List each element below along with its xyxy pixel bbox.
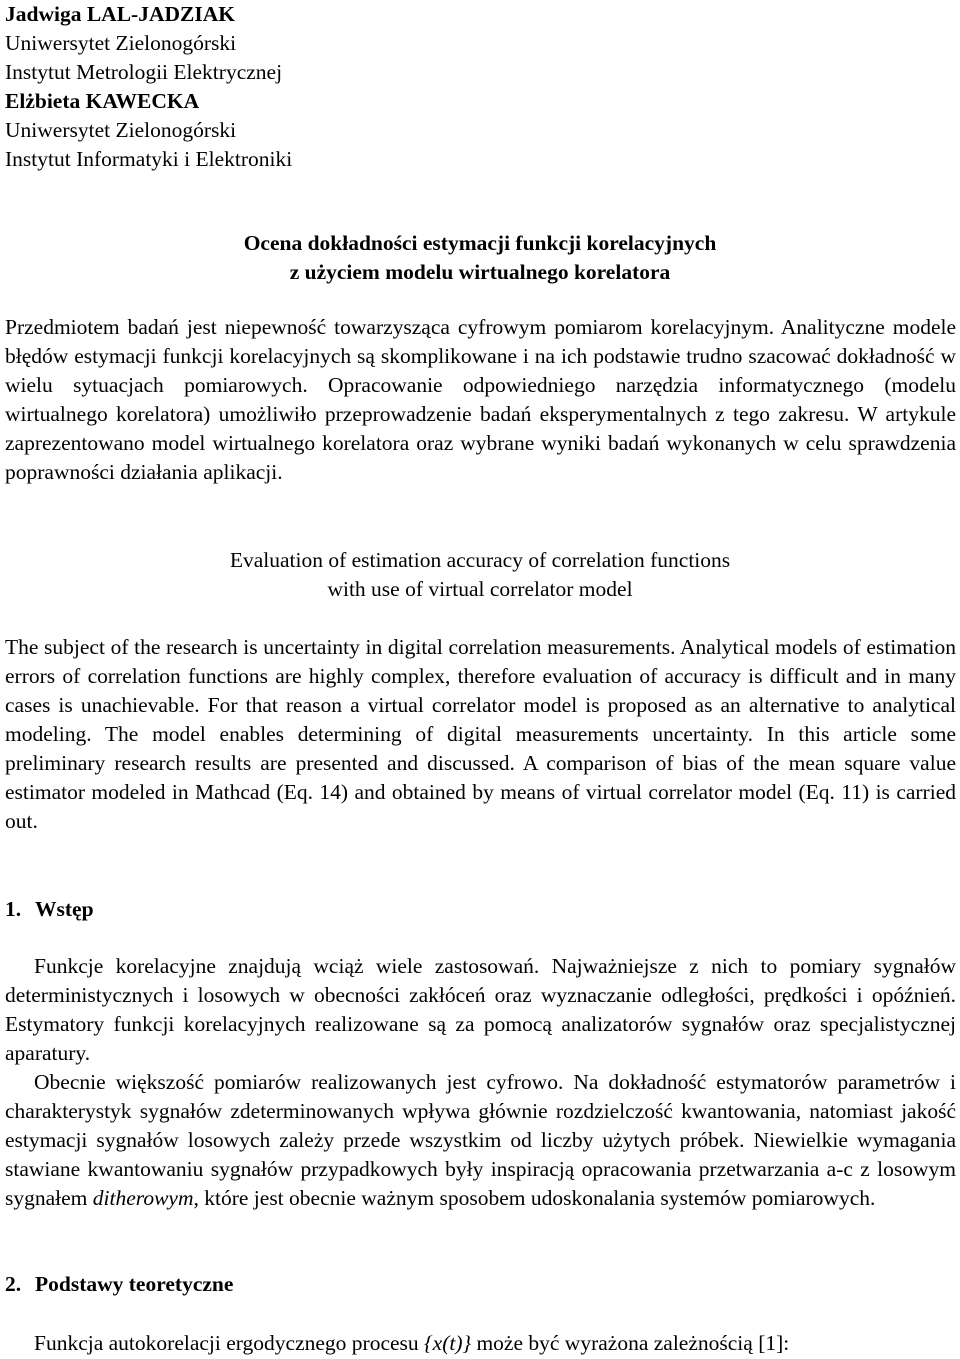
- section-title: Wstęp: [35, 897, 94, 921]
- title-line: z użyciem modelu wirtualnego korelatora: [289, 260, 671, 284]
- paragraph-text: Obecnie większość pomiarów realizowanych jest cyfrowo. Na dokładność estymatorów parametrów i charakterystyk sygnałów zdeterminowanych wpływa głównie rozdzielczość kwantowania, natomiast jakość estymacji sygnałów losowych zależy przede wszystkim od liczby użytych próbek. Niewielkie wymagania stawiane kwantowaniu sygnałów przypadkowych były inspiracją opracowania przetwarzania a-c z losowym sygnałem: [5, 1070, 956, 1210]
- paper-title-english: [0, 546, 960, 604]
- section-heading-1: [5, 895, 94, 924]
- title-line: with use of virtual correlator model: [327, 577, 633, 601]
- section-title: Podstawy teoretyczne: [35, 1272, 234, 1296]
- author-affiliation: Instytut Metrologii Elektrycznej: [5, 60, 283, 84]
- section-heading-2: [5, 1270, 233, 1299]
- section-2-body: [5, 1329, 956, 1358]
- author-affiliation: Uniwersytet Zielonogórski: [5, 118, 237, 142]
- title-line: Ocena dokładności estymacji funkcji korelacyjnych: [243, 231, 717, 255]
- italic-term: ditherowym: [92, 1186, 194, 1210]
- paragraph: Funkcje korelacyjne znajdują wciąż wiele zastosowań. Najważniejsze z nich to pomiary sygnałów deterministycznych i losowych w obecności zakłóceń oraz wyznaczanie odległości, prędkości i opóźnień. Estymatory funkcji korelacyjnych realizowane są za pomocą analizatorów sygnałów oraz specjalistycznej aparatury.: [5, 954, 956, 1065]
- section-number: 1.: [5, 897, 22, 921]
- author-block: [5, 0, 292, 174]
- author-affiliation: Uniwersytet Zielonogórski: [5, 31, 237, 55]
- paragraph-text: , które jest obecnie ważnym sposobem udoskonalania systemów pomiarowych.: [193, 1186, 876, 1210]
- paragraph-text: może być wyrażona zależnością [1]:: [471, 1331, 790, 1355]
- section-number: 2.: [5, 1272, 22, 1296]
- math-expression: {x(t)}: [424, 1331, 472, 1355]
- paper-title-polish: [0, 229, 960, 287]
- title-line: Evaluation of estimation accuracy of correlation functions: [229, 548, 731, 572]
- section-1-body: [5, 952, 956, 1213]
- abstract-english: The subject of the research is uncertainty in digital correlation measurements. Analytical models of estimation errors of correlation functions are highly complex, therefore evaluation of accuracy is difficult and in many cases is unachievable. For that reason a virtual correlator model is proposed as an alternative to analytical modeling. The model enables determining of digital measurements uncertainty. In this article some preliminary research results are presented and discussed. A comparison of bias of the mean square value estimator modeled in Mathcad (Eq. 14) and obtained by means of virtual correlator model (Eq. 11) is carried out.: [5, 635, 956, 833]
- author-name: Elżbieta KAWECKA: [5, 89, 200, 113]
- author-name: Jadwiga LAL-JADZIAK: [5, 2, 235, 26]
- abstract-polish: Przedmiotem badań jest niepewność towarzysząca cyfrowym pomiarom korelacyjnym. Analityczne modele błędów estymacji funkcji korelacyjnych są skomplikowane i na ich podstawie trudno szacować dokładność w wielu sytuacjach pomiarowych. Opracowanie odpowiedniego narzędzia informatycznego (modelu wirtualnego korelatora) umożliwiło przeprowadzenie badań eksperymentalnych z tego zakresu. W artykule zaprezentowano model wirtualnego korelatora oraz wybrane wyniki badań wykonanych w celu sprawdzenia poprawności działania aplikacji.: [5, 315, 956, 484]
- author-affiliation: Instytut Informatyki i Elektroniki: [5, 147, 293, 171]
- paragraph-text: Funkcja autokorelacji ergodycznego procesu: [34, 1331, 425, 1355]
- paragraph: [5, 1068, 956, 1213]
